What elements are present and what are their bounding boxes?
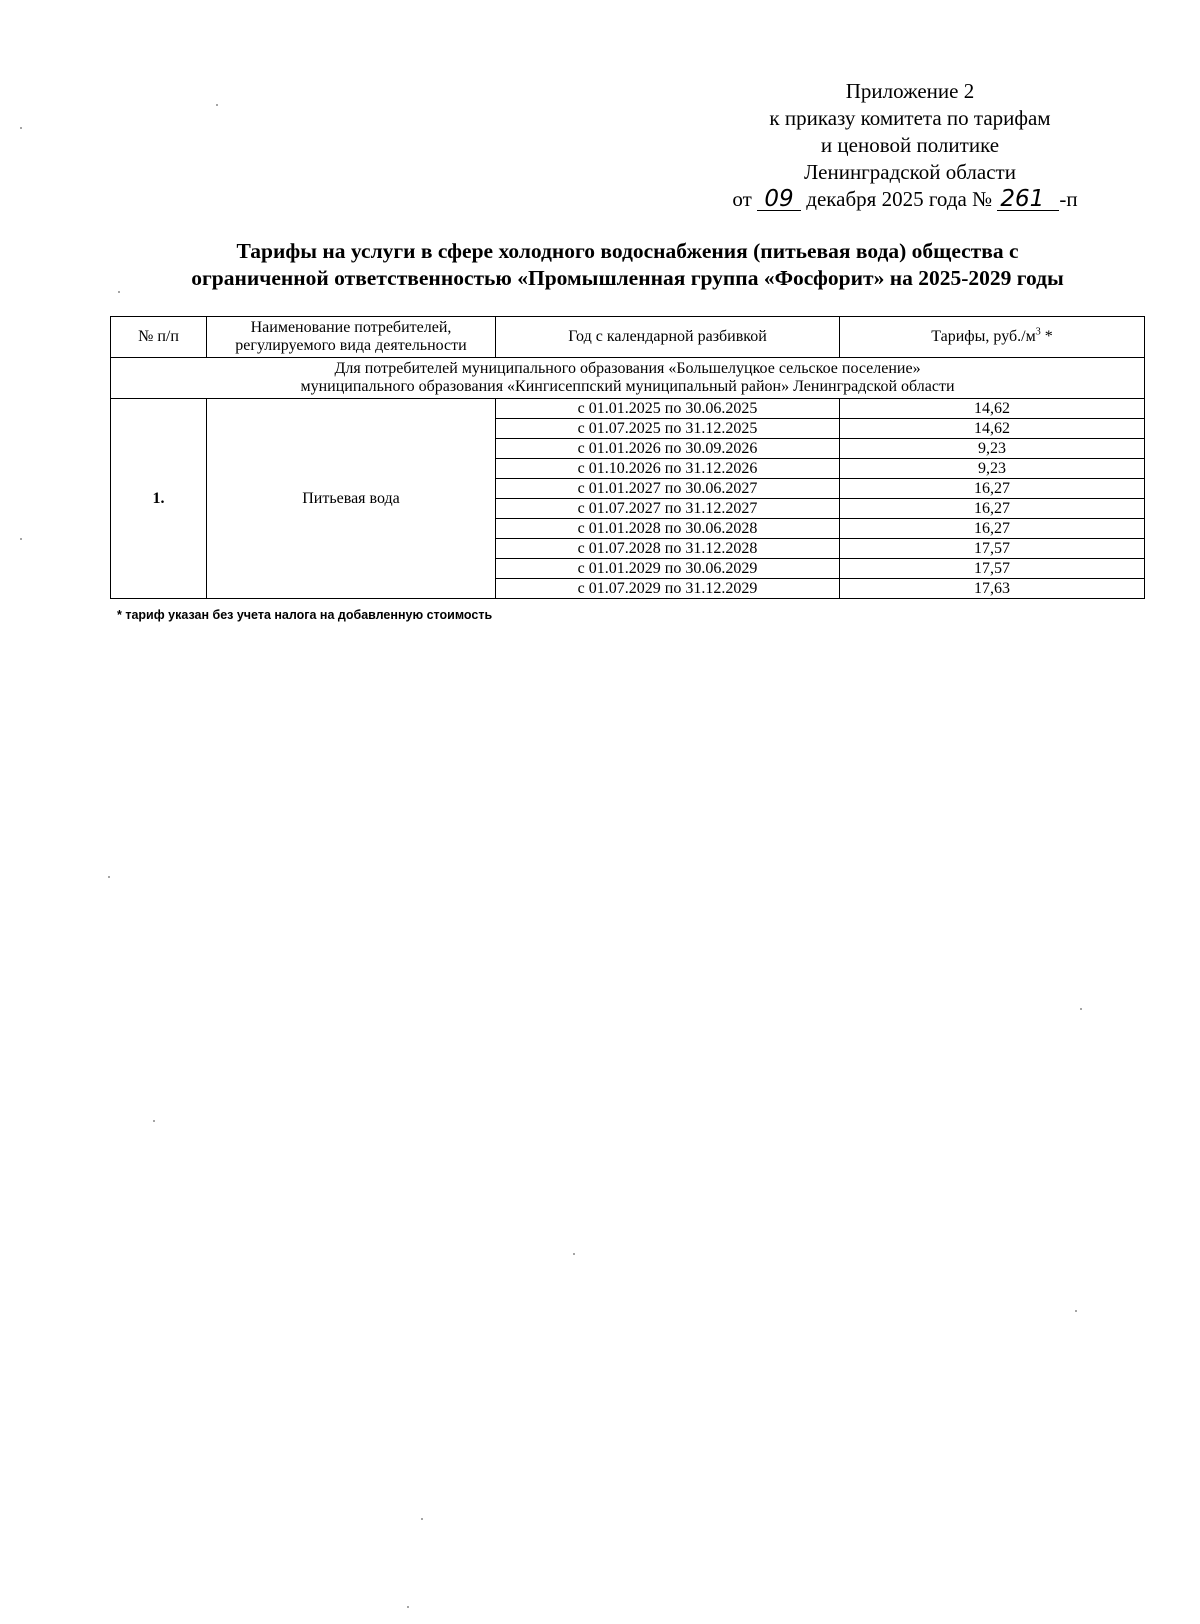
scan-speck	[153, 1120, 155, 1122]
handwritten-day: 09	[757, 188, 801, 211]
period-cell: с 01.01.2028 по 30.06.2028	[496, 519, 840, 539]
tariff-table	[110, 316, 1145, 599]
date-prefix: от	[732, 187, 752, 211]
date-middle: декабря 2025 года №	[806, 187, 993, 211]
period-cell: с 01.07.2025 по 31.12.2025	[496, 419, 840, 439]
period-cell: с 01.07.2029 по 31.12.2029	[496, 579, 840, 599]
header-name-line-1: Наименование потребителей,	[250, 319, 452, 336]
header-consumer-name	[207, 317, 496, 358]
period-cell: с 01.07.2028 по 31.12.2028	[496, 539, 840, 559]
tariff-value-cell: 16,27	[840, 519, 1145, 539]
title-line-1: Тарифы на услуги в сфере холодного водоснабжения (питьевая вода) общества с	[236, 239, 1019, 263]
header-tariff	[840, 317, 1145, 358]
appendix-region-line: Ленинградской области	[804, 160, 1016, 184]
tariff-value-cell: 14,62	[840, 419, 1145, 439]
header-tariff-text: Тарифы, руб./м	[931, 328, 1036, 345]
scan-speck	[20, 538, 22, 540]
period-cell: с 01.01.2029 по 30.06.2029	[496, 559, 840, 579]
row-number-cell: 1.	[111, 399, 207, 599]
period-cell: с 01.10.2026 по 31.12.2026	[496, 459, 840, 479]
header-number: № п/п	[111, 317, 207, 358]
tariff-value-cell: 17,63	[840, 579, 1145, 599]
table-header-row	[111, 317, 1145, 358]
scan-speck	[108, 876, 110, 878]
row-name-cell: Питьевая вода	[207, 399, 496, 599]
header-period: Год с календарной разбивкой	[496, 317, 840, 358]
header-tariff-superscript: 3	[1035, 326, 1041, 338]
document-title	[100, 238, 1155, 292]
region-line-1: Для потребителей муниципального образования «Большелуцкое сельское поселение»	[334, 360, 921, 377]
order-number-suffix: -п	[1059, 187, 1078, 211]
scan-speck	[1080, 1008, 1082, 1010]
tariff-value-cell: 17,57	[840, 559, 1145, 579]
tariff-value-cell: 16,27	[840, 479, 1145, 499]
tariff-value-cell: 9,23	[840, 459, 1145, 479]
header-name-line-2: регулируемого вида деятельности	[235, 337, 467, 354]
scan-speck	[573, 1253, 575, 1255]
period-cell: с 01.01.2027 по 30.06.2027	[496, 479, 840, 499]
scan-speck	[421, 1518, 423, 1520]
period-cell: с 01.01.2026 по 30.09.2026	[496, 439, 840, 459]
region-cell	[111, 358, 1145, 399]
region-line-2: муниципального образования «Кингисеппский муниципальный район» Ленинградской области	[300, 378, 955, 395]
scan-speck	[216, 104, 218, 106]
tariff-value-cell: 9,23	[840, 439, 1145, 459]
region-row	[111, 358, 1145, 399]
tariff-value-cell: 16,27	[840, 499, 1145, 519]
period-cell: с 01.01.2025 по 30.06.2025	[496, 399, 840, 419]
scan-speck	[407, 1606, 409, 1608]
period-cell: с 01.07.2027 по 31.12.2027	[496, 499, 840, 519]
handwritten-order-number: 261	[997, 188, 1059, 211]
appendix-title: Приложение 2	[845, 79, 975, 103]
header-tariff-mark: *	[1040, 328, 1053, 345]
footnote: * тариф указан без учета налога на добавленную стоимость	[117, 608, 493, 622]
scan-speck	[118, 291, 120, 293]
appendix-date-line	[690, 186, 1120, 213]
appendix-committee-line: и ценовой политике	[820, 133, 1000, 157]
scan-speck	[20, 127, 22, 129]
table-row	[111, 399, 1145, 419]
appendix-header	[700, 78, 1120, 213]
title-line-2: ограниченной ответственностью «Промышленная группа «Фосфорит» на 2025-2029 годы	[191, 266, 1064, 290]
tariff-value-cell: 14,62	[840, 399, 1145, 419]
tariff-value-cell: 17,57	[840, 539, 1145, 559]
scan-speck	[1075, 1310, 1077, 1312]
appendix-order-line: к приказу комитета по тарифам	[769, 106, 1051, 130]
